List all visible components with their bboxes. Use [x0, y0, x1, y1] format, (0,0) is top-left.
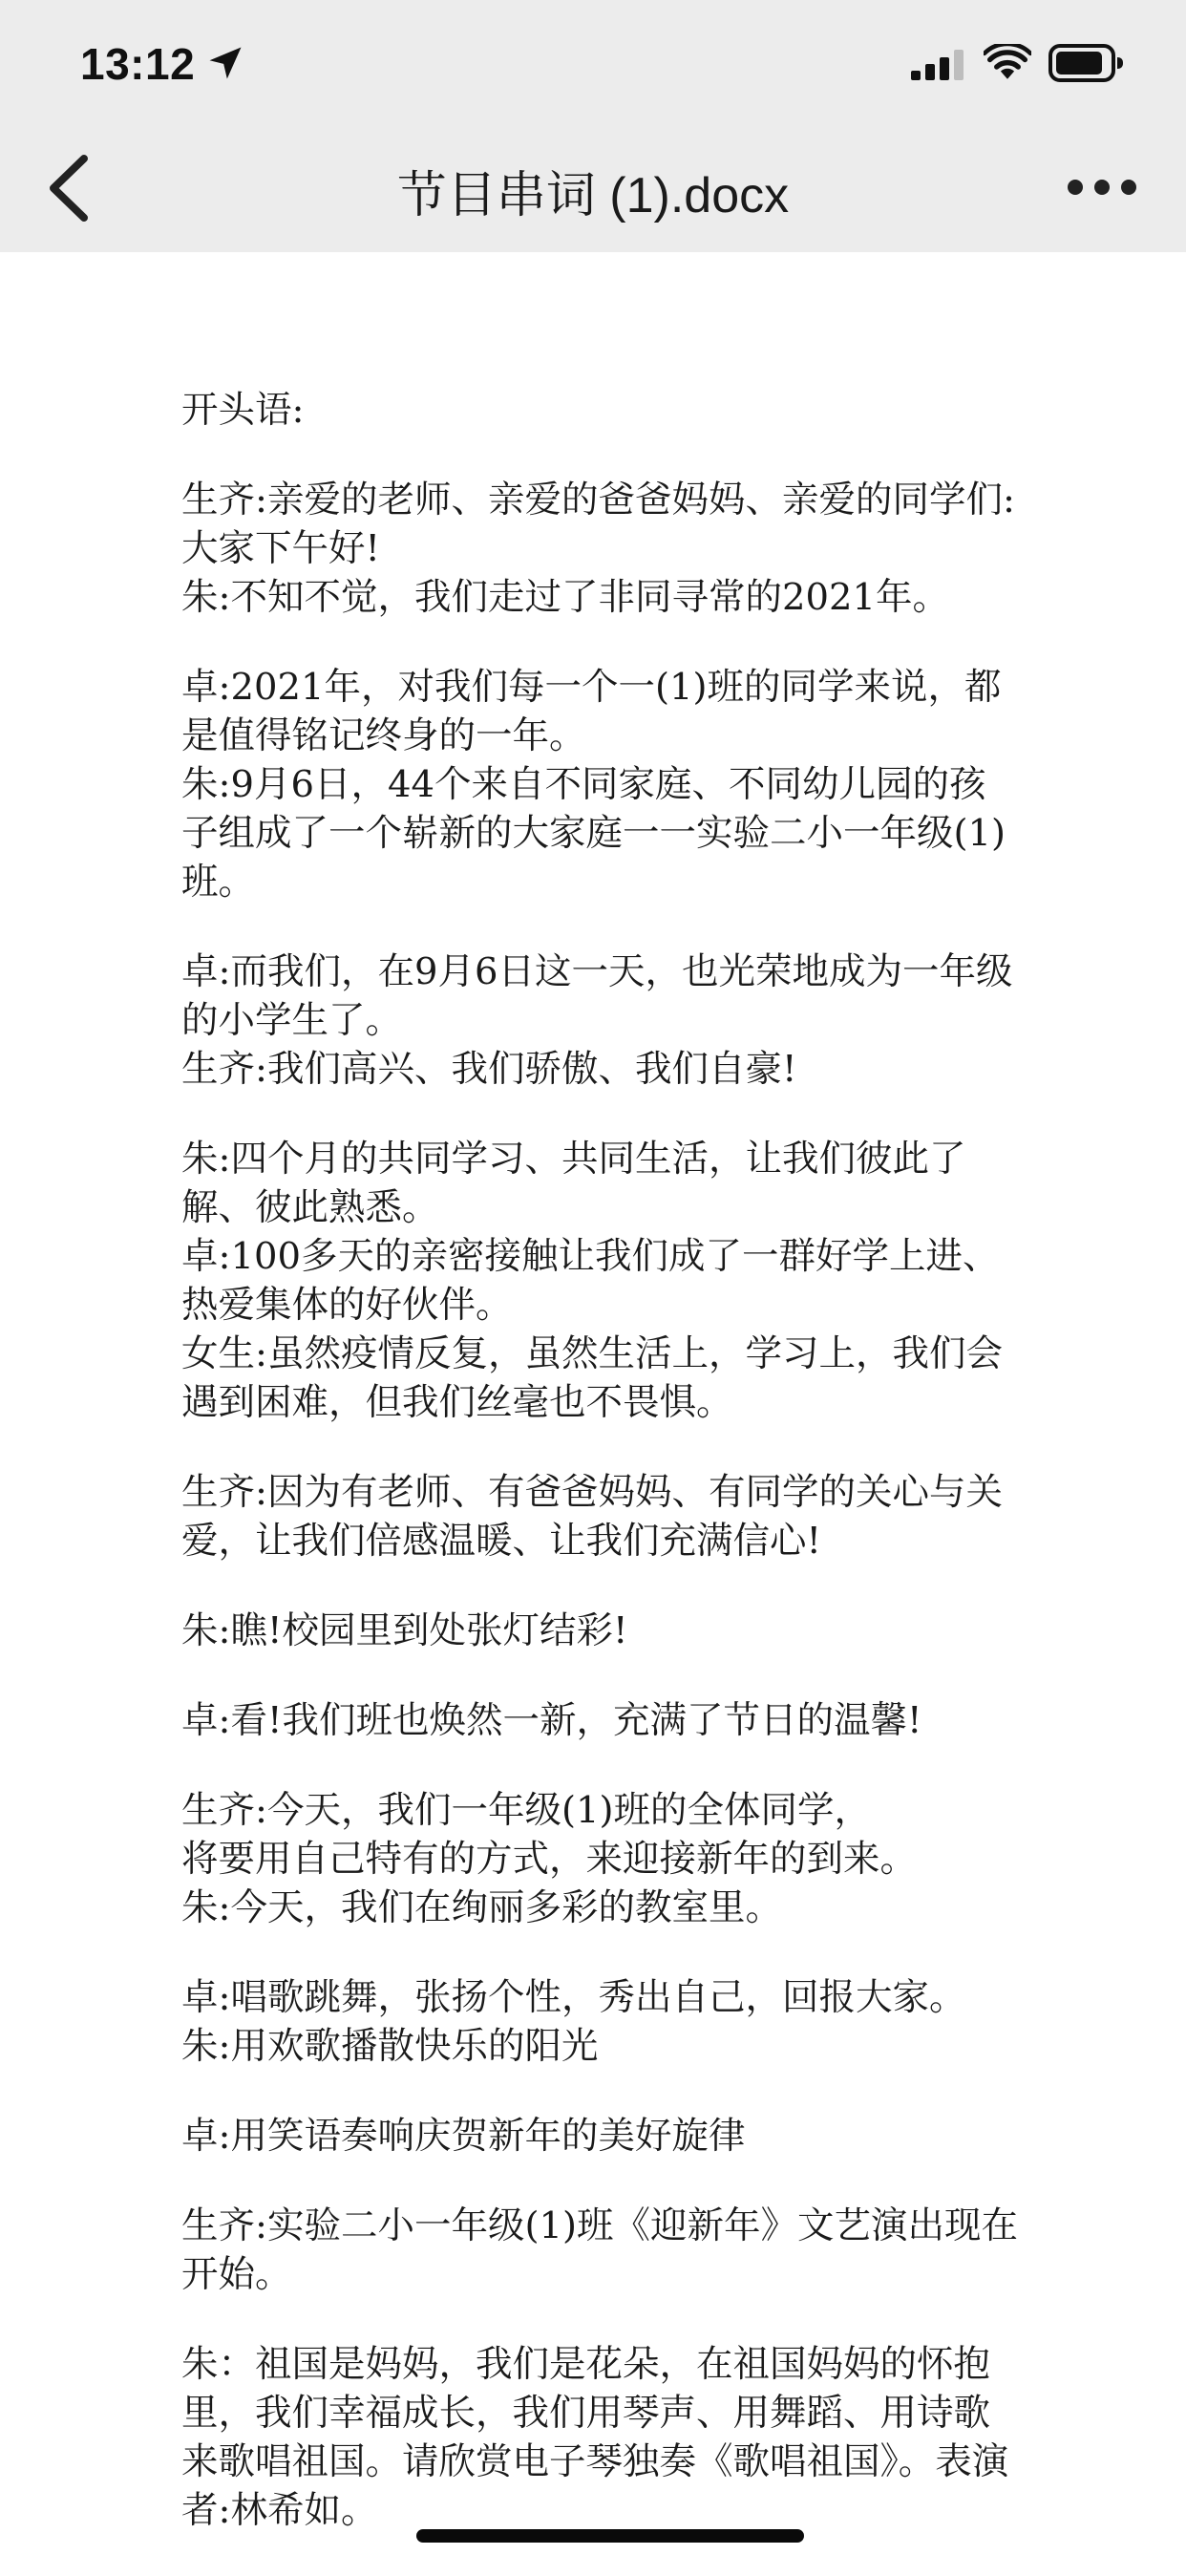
- document-text-line: 将要用自己特有的方式，来迎接新年的到来。: [181, 1838, 918, 1881]
- location-arrow-icon: [204, 42, 246, 84]
- document-paragraph: [181, 2340, 1022, 2535]
- document-paragraph: [181, 386, 1022, 435]
- navigation-header: [0, 0, 1186, 252]
- document-body: [181, 386, 1022, 2576]
- document-paragraph: [181, 1135, 1022, 1427]
- document-text-line: 朱:四个月的共同学习、共同生活，让我们彼此了解、彼此熟悉。: [181, 1138, 966, 1229]
- document-text-line: 朱:瞧!校园里到处张灯结彩!: [181, 1609, 628, 1652]
- document-text-line: 朱:不知不觉，我们走过了非同寻常的2021年。: [181, 576, 949, 619]
- document-text-line: 朱：祖国是妈妈，我们是花朵，在祖国妈妈的怀抱里，我们幸福成长，我们用琴声、用舞蹈、用诗歌来歌唱祖国。请欣赏电子琴独奏《歌唱祖国》。表演者:林希如。: [181, 2343, 1009, 2532]
- document-paragraph: [181, 1607, 1022, 1655]
- document-paragraph: [181, 1696, 1022, 1745]
- back-button[interactable]: [38, 153, 99, 224]
- document-text-line: 开头语:: [181, 389, 305, 432]
- document-text-line: 朱:用欢歌播散快乐的阳光: [181, 2025, 599, 2068]
- battery-icon: [1048, 44, 1125, 82]
- document-text-line: 卓:唱歌跳舞，张扬个性，秀出自己，回报大家。: [181, 1976, 966, 2019]
- document-paragraph: [181, 1468, 1022, 1565]
- home-indicator[interactable]: [416, 2529, 804, 2543]
- document-text-line: 女生:虽然疫情反复，虽然生活上，学习上，我们会遇到困难，但我们丝毫也不畏惧。: [181, 1332, 1003, 1424]
- document-text-line: 生齐:亲爱的老师、亲爱的爸爸妈妈、亲爱的同学们:大家下午好!: [181, 479, 1015, 570]
- document-text-line: 生齐:因为有老师、有爸爸妈妈、有同学的关心与关爱，让我们倍感温暖、让我们充满信心!: [181, 1471, 1003, 1563]
- document-text-line: 卓:100多天的亲密接触让我们成了一群好学上进、热爱集体的好伙伴。: [181, 1235, 1000, 1327]
- document-text-line: 生齐:今天，我们一年级(1)班的全体同学，: [181, 1789, 872, 1832]
- document-paragraph: [181, 947, 1022, 1094]
- document-text-line: 卓:看!我们班也焕然一新，充满了节日的温馨!: [181, 1699, 922, 1742]
- document-paragraph: [181, 2112, 1022, 2161]
- document-text-line: 朱:今天，我们在绚丽多彩的教室里。: [181, 1886, 782, 1929]
- document-paragraph: [181, 663, 1022, 906]
- document-text-line: 生齐:我们高兴、我们骄傲、我们自豪!: [181, 1048, 797, 1091]
- document-paragraph: [181, 476, 1022, 622]
- document-paragraph: [181, 1786, 1022, 1932]
- document-paragraph: [181, 2202, 1022, 2299]
- document-paragraph: [181, 1973, 1022, 2071]
- document-text-line: 生齐:实验二小一年级(1)班《迎新年》文艺演出现在开始。: [181, 2204, 1019, 2296]
- document-text-line: 卓:2021年，对我们每一个一(1)班的同学来说，都是值得铭记终身的一年。: [181, 666, 1002, 757]
- chevron-left-icon: [53, 159, 84, 218]
- cellular-signal-icon: [911, 50, 964, 80]
- document-title: 节目串词 (1).docx: [396, 168, 790, 224]
- more-options-button[interactable]: [1064, 172, 1140, 202]
- wifi-icon: [984, 44, 1031, 80]
- ellipsis-icon: [1068, 180, 1136, 195]
- document-text-line: 卓:而我们，在9月6日这一天，也光荣地成为一年级的小学生了。: [181, 950, 1013, 1042]
- status-time: 13:12: [80, 39, 196, 89]
- document-text-line: 朱:9月6日，44个来自不同家庭、不同幼儿园的孩子组成了一个崭新的大家庭一一实验二小一年级(1)班。: [181, 763, 1006, 904]
- document-text-line: 卓:用笑语奏响庆贺新年的美好旋律: [181, 2115, 746, 2158]
